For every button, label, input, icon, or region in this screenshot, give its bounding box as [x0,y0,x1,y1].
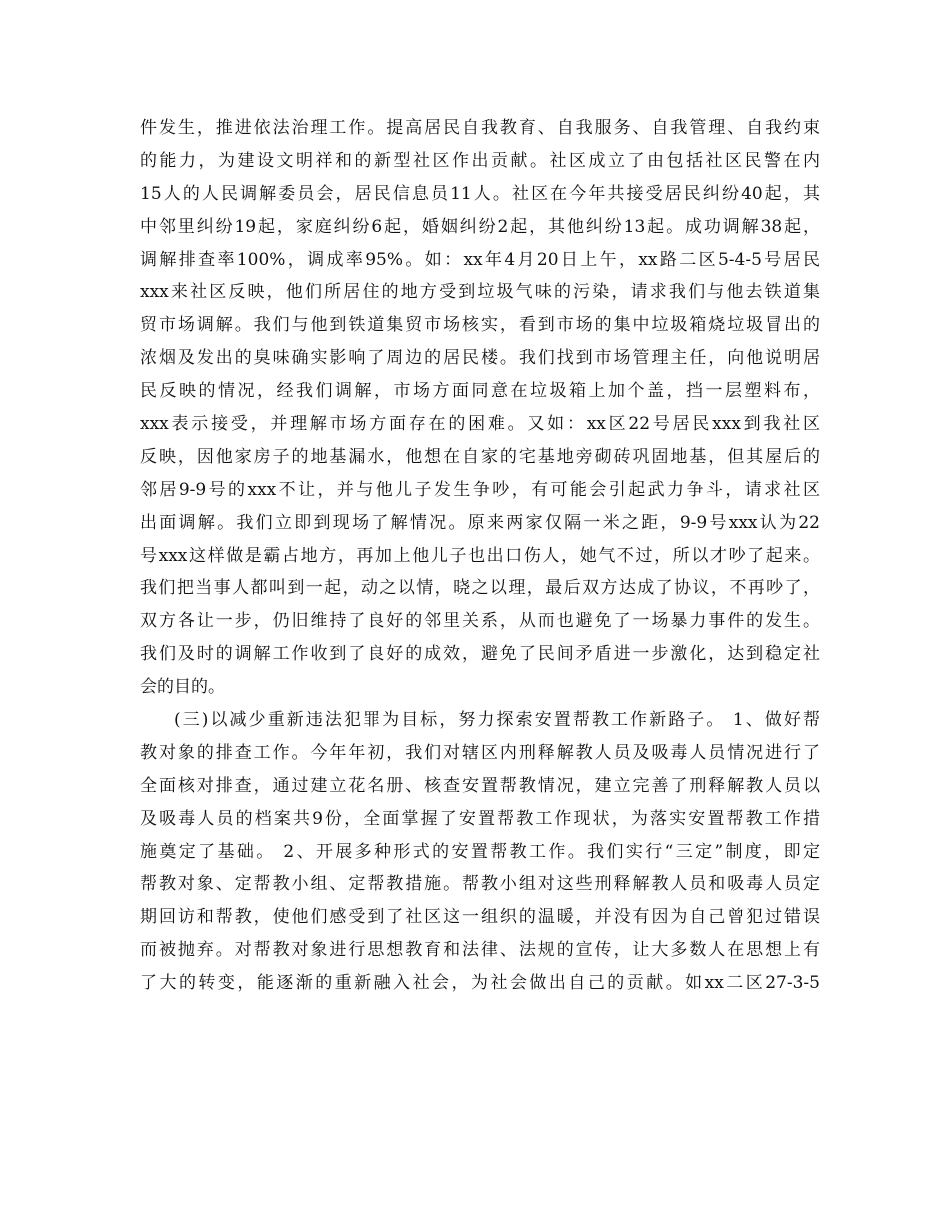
text-line: 民反映的情况，经我们调解，市场方面同意在垃圾箱上加个盖，挡一层塑料布， [140,381,820,402]
text-line: 邻居9-9号的xxx不让，并与他儿子发生争吵，有可能会引起武力争斗，请求社区 [140,479,820,500]
text-line: 出面调解。我们立即到现场了解情况。原来两家仅隔一米之距，9-9号xxx认为22 [140,512,820,533]
text-line: 了大的转变，能逐渐的重新融入社会，为社会做出自己的贡献。如xx二区27-3-5 [140,973,820,994]
text-line: 号xxx这样做是霸占地方，再加上他儿子也出口伤人，她气不过，所以才吵了起来。 [140,545,820,566]
text-line: 教对象的排查工作。今年年初，我们对辖区内刑释解教人员及吸毒人员情况进行了 [140,742,820,763]
text-line: 贸市场调解。我们与他到铁道集贸市场核实，看到市场的集中垃圾箱烧垃圾冒出的 [140,315,820,336]
text-line: 全面核对排查，通过建立花名册、核查安置帮教情况，建立完善了刑释解教人员以 [140,775,820,796]
text-line: 双方各让一步，仍旧维持了良好的邻里关系，从而也避免了一场暴力事件的发生。 [140,611,820,632]
text-line: 我们把当事人都叫到一起，动之以情，晓之以理，最后双方达成了协议，不再吵了， [140,578,820,599]
text-line: 件发生，推进依法治理工作。提高居民自我教育、自我服务、自我管理、自我约束 [140,118,820,138]
text-line: 15人的人民调解委员会，居民信息员11人。社区在今年共接受居民纠纷40起，其 [140,183,820,204]
text-line: 调解排查率100%，调成率95%。如：xx年4月20日上午，xx路二区5-4-5号居民 [140,249,820,270]
paragraph-end-line: 会的目的。 [140,677,225,698]
text-line: xxx来社区反映，他们所居住的地方受到垃圾气味的污染，请求我们与他去铁道集 [140,282,820,303]
text-line: 的能力，为建设文明祥和的新型社区作出贡献。社区成立了由包括社区民警在内 [140,150,820,171]
text-line: 我们及时的调解工作收到了良好的成效，避免了民间矛盾进一步激化，达到稳定社 [140,644,820,665]
text-line: 反映，因他家房子的地基漏水，他想在自家的宅基地旁砌砖巩固地基，但其屋后的 [140,446,820,467]
section-heading-line: (三)以减少重新违法犯罪为目标，努力探索安置帮教工作新路子。 1、做好帮 [174,710,820,731]
text-line: 中邻里纠纷19起，家庭纠纷6起，婚姻纠纷2起，其他纠纷13起。成功调解38起， [140,216,820,237]
text-line: xxx表示接受，并理解市场方面存在的困难。又如：xx区22号居民xxx到我社区 [140,414,820,435]
text-line: 而被抛弃。对帮教对象进行思想教育和法律、法规的宣传，让大多数人在思想上有 [140,940,820,961]
text-line: 帮教对象、定帮教小组、定帮教措施。帮教小组对这些刑释解教人员和吸毒人员定 [140,874,820,895]
text-line: 及吸毒人员的档案共9份，全面掌握了安置帮教工作现状，为落实安置帮教工作措 [140,808,820,829]
text-line: 浓烟及发出的臭味确实影响了周边的居民楼。我们找到市场管理主任，向他说明居 [140,348,820,369]
text-line: 施奠定了基础。 2、开展多种形式的安置帮教工作。我们实行“三定”制度，即定 [140,841,820,862]
text-line: 期回访和帮教，使他们感受到了社区这一组织的温暖，并没有因为自己曾犯过错误 [140,907,820,928]
body-text [140,112,820,1000]
